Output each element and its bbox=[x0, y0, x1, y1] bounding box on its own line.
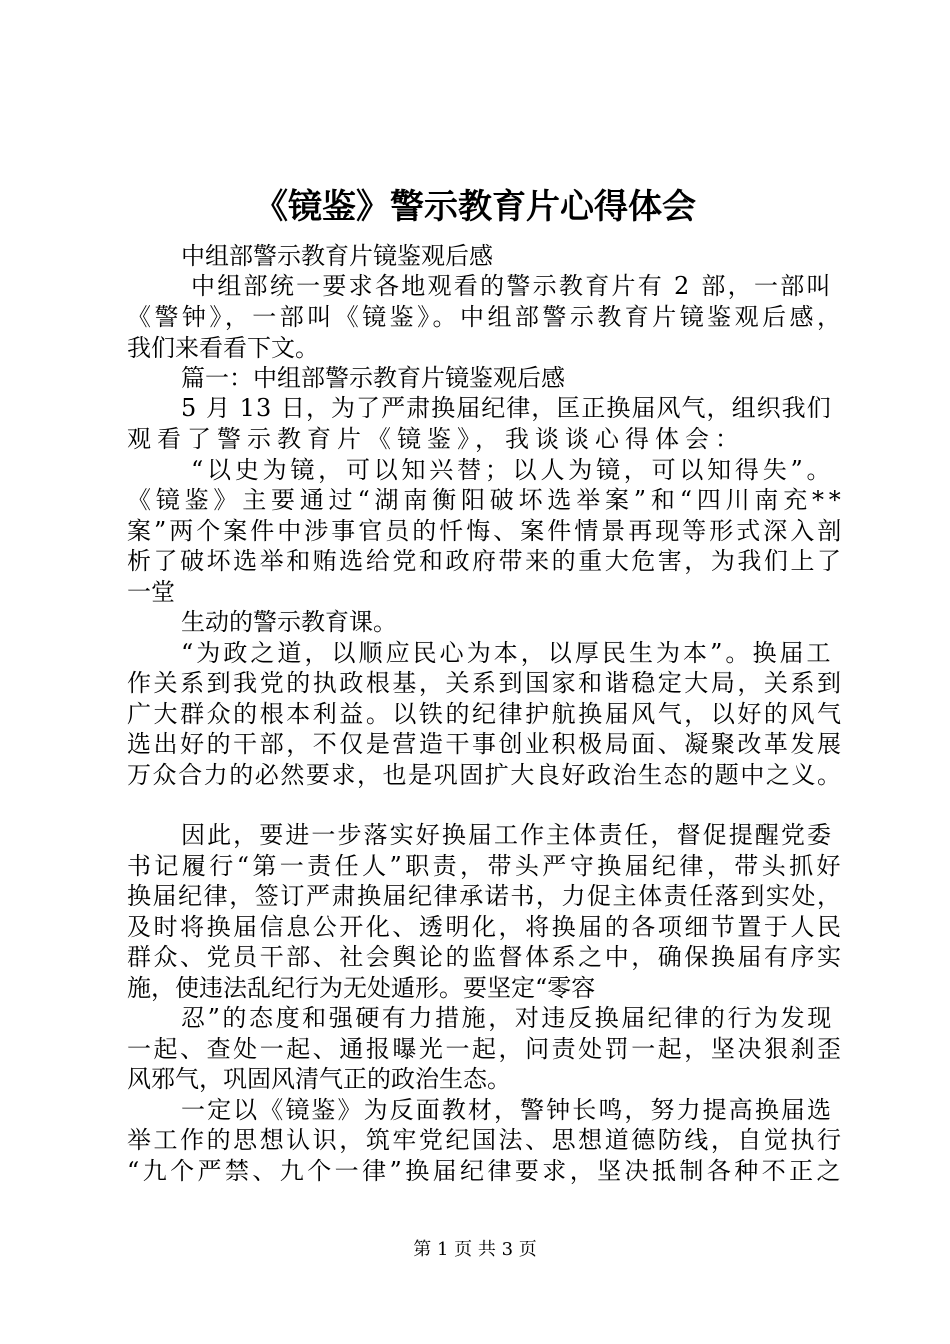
text-line: “以史为镜，可以知兴替；以人为镜，可以知得失”。 bbox=[191, 456, 835, 484]
text-line: 因此，要进一步落实好换届工作主体责任，督促提醒党委 bbox=[181, 821, 834, 849]
text-line: 万众合力的必然要求，也是巩固扩大良好政治生态的题中之义。 bbox=[127, 761, 843, 789]
text-line: 风邪气，巩固风清气正的政治生态。 bbox=[127, 1065, 511, 1093]
text-line: 《镜鉴》主要通过“湖南衡阳破坏选举案”和“四川南充** bbox=[127, 486, 846, 514]
text-line: 我们来看看下文。 bbox=[127, 334, 319, 362]
text-line: 施，使违法乱纪行为无处遁形。要坚定“零容 bbox=[127, 974, 596, 1002]
text-line: 生动的警示教育课。 bbox=[181, 608, 397, 636]
text-line: “九个严禁、九个一律”换届纪律要求，坚决抵制各种不正之 bbox=[127, 1157, 844, 1185]
text-line: 选出好的干部，不仅是营造干事创业积极局面、凝聚改革发展 bbox=[127, 730, 844, 758]
document-title: 《镜鉴》警示教育片心得体会 bbox=[254, 187, 696, 227]
text-line: 《警钟》，一部叫《镜鉴》。中组部警示教育片镜鉴观后感， bbox=[127, 303, 845, 331]
text-line: 一起、查处一起、通报曝光一起，问责处罚一起，坚决狠刹歪 bbox=[127, 1035, 844, 1063]
text-line: 篇一：中组部警示教育片镜鉴观后感 bbox=[181, 364, 565, 392]
text-line: 观看了警示教育片《镜鉴》，我谈谈心得体会： bbox=[127, 425, 745, 453]
text-line: 举工作的思想认识，筑牢党纪国法、思想道德防线，自觉执行 bbox=[127, 1126, 844, 1154]
text-line: 案”两个案件中涉事官员的忏悔、案件情景再现等形式深入剖 bbox=[127, 517, 845, 545]
text-line: 作关系到我党的执政根基，关系到国家和谐稳定大局，关系到 bbox=[127, 669, 844, 697]
text-line: 中组部统一要求各地观看的警示教育片有 2 部，一部叫 bbox=[191, 272, 833, 300]
text-line: “为政之道，以顺应民心为本，以厚民生为本”。换届工 bbox=[181, 639, 834, 667]
text-line: 忍”的态度和强硬有力措施，对违反换届纪律的行为发现 bbox=[181, 1004, 834, 1032]
text-line: 群众、党员干部、社会舆论的监督体系之中，确保换届有序实 bbox=[127, 943, 844, 971]
text-line: 书记履行“第一责任人”职责，带头严守换届纪律，带头抓好 bbox=[127, 852, 844, 880]
text-line: 及时将换届信息公开化、透明化，将换届的各项细节置于人民 bbox=[127, 913, 844, 941]
text-line: 析了破坏选举和贿选给党和政府带来的重大危害，为我们上了 bbox=[127, 547, 844, 575]
text-line: 广大群众的根本利益。以铁的纪律护航换届风气，以好的风气 bbox=[127, 700, 844, 728]
text-line: 一堂 bbox=[127, 578, 175, 606]
text-line: 一定以《镜鉴》为反面教材，警钟长鸣，努力提高换届选 bbox=[181, 1096, 834, 1124]
text-line: 中组部警示教育片镜鉴观后感 bbox=[181, 242, 493, 270]
text-line: 5 月 13 日，为了严肃换届纪律，匡正换届风气，组织我们 bbox=[181, 394, 832, 422]
text-line: 换届纪律，签订严肃换届纪律承诺书，力促主体责任落到实处， bbox=[127, 882, 843, 910]
page-number: 第 1 页 共 3 页 bbox=[413, 1239, 537, 1260]
